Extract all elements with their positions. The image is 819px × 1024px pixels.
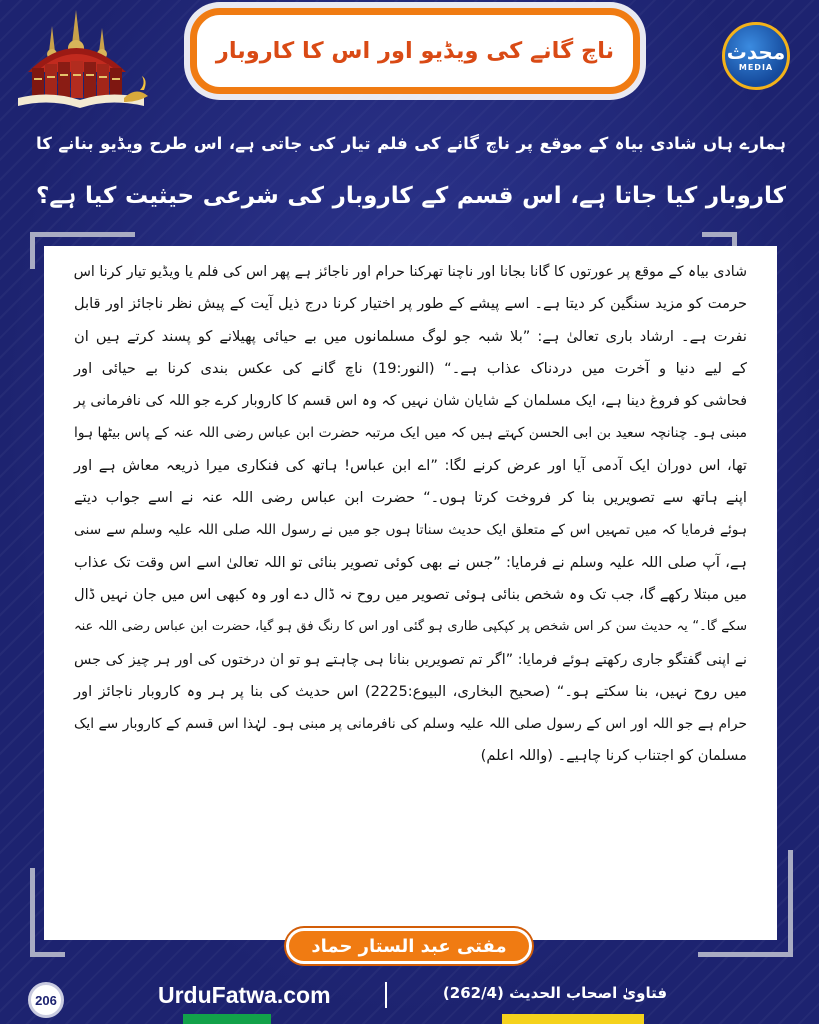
answer-box — [44, 246, 777, 940]
green-accent-bar — [183, 1014, 271, 1024]
footer-divider — [385, 982, 387, 1008]
answer-line: شادی بیاہ کے موقع پر عورتوں کا گانا بجانا اور ناچنا تھرکنا حرام اور ناجائز ہے پھر اس کی فلم یا ویڈیو تیار کرنا اس — [73, 264, 747, 280]
title-banner — [190, 8, 640, 94]
site-link[interactable]: UrduFatwa.com — [158, 982, 331, 1008]
book-reference: فتاویٰ اصحاب الحدیث (262/4) — [442, 984, 668, 1002]
page-number-badge: 206 — [28, 982, 64, 1018]
yellow-accent-bar — [502, 1014, 644, 1024]
answer-line: ہوئے فرمایا کہ میں تمہیں اس کے متعلق ایک حدیث سناتا ہوں جو میں نے رسول اللہ صلی اللہ علیہ وسلم سے سنی — [74, 522, 747, 539]
logo-word: محدث — [726, 39, 786, 64]
books-lamp-icon — [14, 6, 154, 110]
question — [36, 118, 786, 222]
author-plate — [286, 928, 532, 964]
question-line: کاروبار کیا جاتا ہے، اس قسم کے کاروبار کی شرعی حیثیت کیا ہے؟ — [36, 183, 786, 209]
answer-line: فحاشی کو فروغ دینا ہے، ایک مسلمان کے شایان شان نہیں کہ وہ اس قسم کا کاروبار کرے جو اللہ کی نافرمانی پر — [74, 393, 747, 410]
mohaddis-media-logo — [722, 22, 790, 90]
answer-line: ہے، آپ صلی اللہ علیہ وسلم نے فرمایا: ”جس نے بھی کوئی تصویر بنائی تو اللہ تعالیٰ اسے اس وقت تک عذاب — [74, 553, 747, 571]
answer-body — [74, 256, 747, 773]
answer-line: کے لیے دنیا و آخرت میں دردناک عذاب ہے۔“ (النور:19) ناچ گانے کی عکس بندی کرنا بے حیائی اور — [74, 359, 747, 377]
answer-line: مبنی ہو۔ چنانچہ سعید بن ابی الحسن کہتے ہیں کہ میں ایک مرتبہ حضرت ابن عباس رضی اللہ عنہ کے پاس بیٹھا ہوا — [74, 425, 747, 442]
answer-line: میں مبتلا رکھے گا، جب تک وہ شخص بنائی ہوئی تصویر میں روح نہ ڈال دے اور وہ کبھی اس میں جان نہیں ڈال — [74, 585, 747, 603]
question-line: ہمارے ہاں شادی بیاہ کے موقع پر ناچ گانے کی فلم تیار کی جاتی ہے، اس طرح ویڈیو بنانے کا — [36, 134, 786, 153]
answer-line: نے اپنی گفتگو جاری رکھتے ہوئے فرمایا: ”اگر تم تصویریں بنانا ہی چاہتے ہو تو ان درختوں کی اور ہر چیز کی جس — [74, 651, 747, 668]
answer-line: نفرت ہے۔ ارشاد باری تعالیٰ ہے: ”بلا شبہ جو لوگ مسلمانوں میں بے حیائی پھیلانے کو پسند کرتے ہیں ان — [74, 327, 747, 345]
answer-line: تھا، اس دوران ایک آدمی آیا اور عرض کرنے لگا: ”اے ابن عباس! ہاتھ کی فنکاری میرا ذریعہ معاش ہے اور — [74, 456, 747, 474]
answer-line: اپنے ہاتھ سے تصویریں بنا کر فروخت کرتا ہوں۔“ حضرت ابن عباس رضی اللہ عنہ نے اسے جواب دیتے — [74, 489, 747, 507]
logo-subtext: MEDIA — [738, 62, 774, 72]
answer-line: حرمت کو مزید سنگین کر دیتا ہے۔ اسے پیشے کے طور پر اختیار کرنا درج ذیل آیت کے پیش نظر ناجائز اور قابل — [74, 295, 747, 313]
author-name: مفتی عبد الستار حماد — [311, 935, 507, 957]
answer-line: سکے گا۔“ یہ حدیث سن کر اس شخص پر کپکپی طاری ہو گئی اور اس کا رنگ فق ہو گیا، حضرت ابن عباس رضی اللہ عنہ — [74, 619, 747, 635]
answer-line: میں روح نہیں، بنا سکتے ہو۔“ (صحیح البخاری، البیوع:2225) اس حدیث کی بنا پر ہر وہ کاروبار ناجائز اور — [74, 682, 747, 700]
answer-line: مسلمان کو اجتناب کرنا چاہیے۔ (واللہ اعلم) — [480, 747, 747, 765]
page-title: ناچ گانے کی ویڈیو اور اس کا کاروبار — [215, 38, 615, 64]
answer-line: حرام ہے جو اللہ اور اس کے رسول صلی اللہ علیہ وسلم کی نافرمانی پر مبنی ہو۔ لہٰذا اس قسم کے کاروبار سے ایک — [74, 716, 747, 733]
